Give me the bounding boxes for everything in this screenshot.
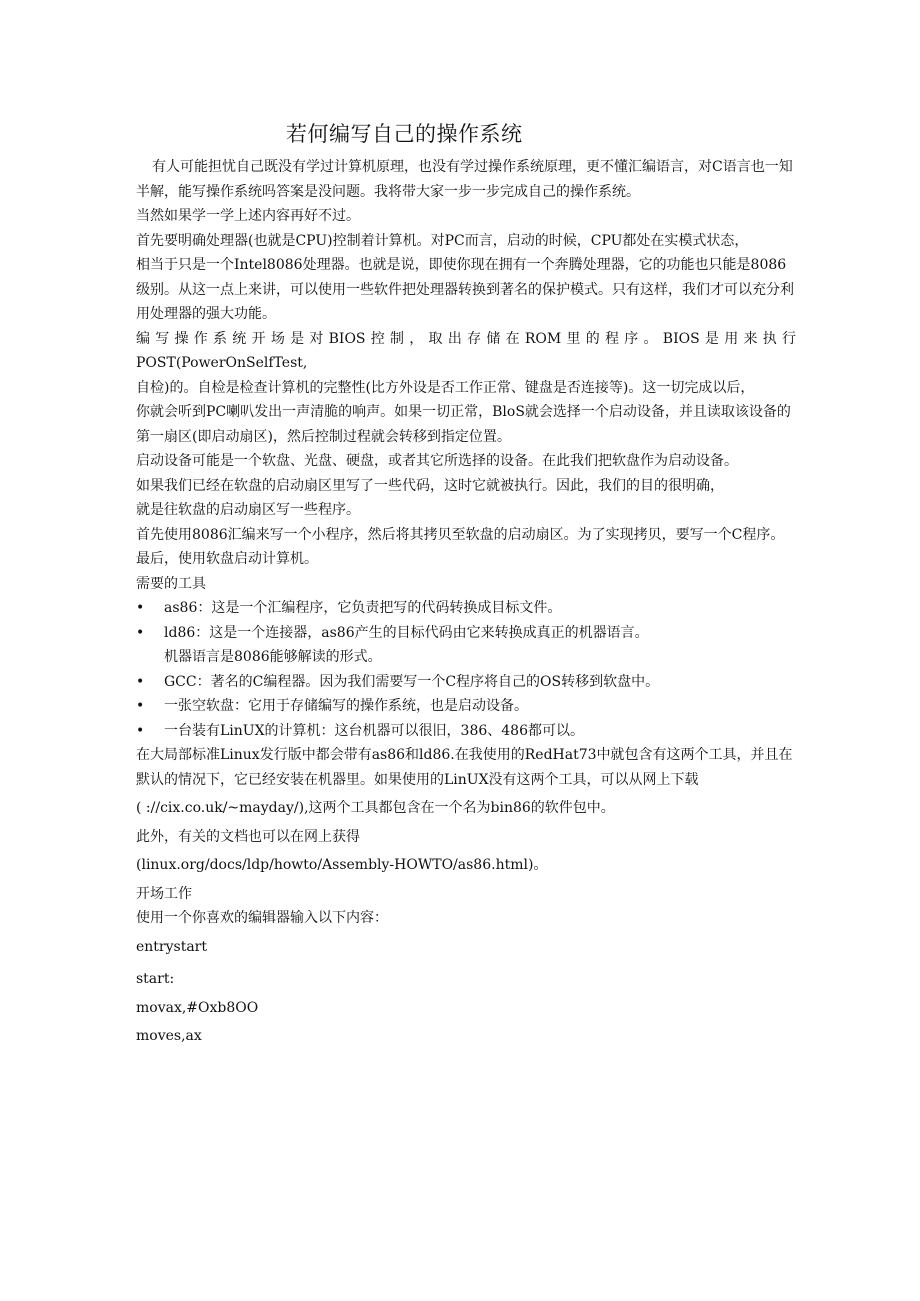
paragraph-boot-sector: 你就会听到PC喇叭发出一声清脆的响声。如果一切正常，BloS就会选择一个启动设备，并且读取该设备的第一扇区(即启动扇区)，然后控制过程就会转移到指定位置。 bbox=[136, 404, 791, 445]
tool-linux-computer: 一台装有LinUX的计算机：这台机器可以很旧，386、486都可以。 bbox=[164, 722, 584, 739]
bullet-icon: • bbox=[136, 673, 145, 690]
paragraph-editor: 使用一个你喜欢的编辑器输入以下内容： bbox=[136, 910, 388, 926]
code-line: start: bbox=[136, 971, 175, 987]
bullet-icon: • bbox=[136, 624, 145, 641]
tool-gcc: GCC：著名的C编程器。因为我们需要写一个C程序将自己的OS转移到软盘中。 bbox=[164, 673, 660, 690]
paragraph-docs: 此外，有关的文档也可以在网上获得 bbox=[136, 828, 360, 845]
list-item bbox=[136, 596, 796, 621]
paragraph-assembly-plan: 首先使用8086汇编来写一个小程序，然后将其拷贝至软盘的启动扇区。为了实现拷贝，要写一个C程序。 bbox=[136, 526, 785, 543]
tools-list bbox=[136, 596, 796, 743]
document-title: 若何编写自己的操作系统 bbox=[286, 122, 523, 146]
code-line: moves,ax bbox=[136, 1028, 202, 1044]
tool-ld86-subline: 机器语言是8086能够解读的形式。 bbox=[164, 649, 382, 665]
tool-as86: as86：这是一个汇编程序，它负责把写的代码转换成目标文件。 bbox=[164, 600, 562, 616]
list-item bbox=[136, 670, 796, 695]
list-item bbox=[136, 719, 796, 744]
code-line: entrystart bbox=[136, 938, 208, 955]
paragraph-distribution: 在大局部标准Linux发行版中都会带有as86和ld86.在我使用的RedHat73中就包含有这两个工具，并且在默认的情况下，它已经安装在机器里。如果使用的LinUX没有这两个工具，可以从网上下载 bbox=[136, 747, 793, 788]
paragraph-intro: 有人可能担忧自己既没有学过计算机原理，也没有学过操作系统原理，更不懂汇编语言，对C语言也一知半解，能写操作系统吗答案是没问题。我将带大家一步一步完成自己的操作系统。 bbox=[136, 159, 793, 200]
tools-heading: 需要的工具 bbox=[136, 575, 206, 592]
bullet-icon: • bbox=[136, 722, 145, 739]
paragraph-post: POST(PowerOnSelfTest, bbox=[136, 355, 308, 371]
paragraph-write-program: 就是往软盘的启动扇区写一些程序。 bbox=[136, 502, 360, 518]
paragraph-download-link: ( ://cix.co.uk/~mayday/),这两个工具都包含在一个名为bin86的软件包中。 bbox=[136, 800, 615, 816]
paragraph-prerequisite: 当然如果学一学上述内容再好不过。 bbox=[136, 208, 360, 224]
list-item bbox=[136, 621, 796, 646]
paragraph-cpu-real-mode: 首先要明确处理器(也就是CPU)控制着计算机。对PC而言，启动的时候，CPU都处在实模式状态， bbox=[136, 232, 749, 249]
paragraph-code-executed: 如果我们已经在软盘的启动扇区里写了一些代码，这时它就被执行。因此，我们的目的很明确， bbox=[136, 477, 724, 494]
document-body bbox=[136, 155, 796, 1049]
bullet-icon: • bbox=[136, 698, 145, 714]
start-work-heading: 开场工作 bbox=[136, 885, 192, 902]
list-item bbox=[136, 694, 796, 719]
code-line: movax,#Oxb8OO bbox=[136, 999, 259, 1016]
paragraph-bios-control: 编写操作系统开场是对BIOS控制，取出存储在ROM里的程序。BIOS是用来执行 bbox=[136, 330, 796, 347]
paragraph-boot-floppy: 最后，使用软盘启动计算机。 bbox=[136, 551, 318, 567]
bullet-icon: • bbox=[136, 600, 145, 616]
paragraph-intel8086: 相当于只是一个Intel8086处理器。也就是说，即使你现在拥有一个奔腾处理器，它的功能也只能是8086级别。从这一点上来讲，可以使用一些软件把处理器转换到著名的保护模式。只有这样，我们才可以充分利用处理器的强大功能。 bbox=[136, 257, 794, 322]
paragraph-docs-link: (linux.org/docs/ldp/howto/Assembly-HOWTO/as86.html)。 bbox=[136, 857, 548, 873]
tool-ld86: ld86：这是一个连接器，as86产生的目标代码由它来转换成真正的机器语言。 bbox=[164, 624, 649, 641]
paragraph-boot-device: 启动设备可能是一个软盘、光盘、硬盘，或者其它所选择的设备。在此我们把软盘作为启动设备。 bbox=[136, 453, 738, 469]
paragraph-self-test: 自检)的。自检是检查计算机的完整性(比方外设是否工作正常、键盘是否连接等)。这一切完成以后， bbox=[136, 379, 755, 396]
tool-floppy: 一张空软盘：它用于存储编写的操作系统，也是启动设备。 bbox=[164, 698, 528, 714]
